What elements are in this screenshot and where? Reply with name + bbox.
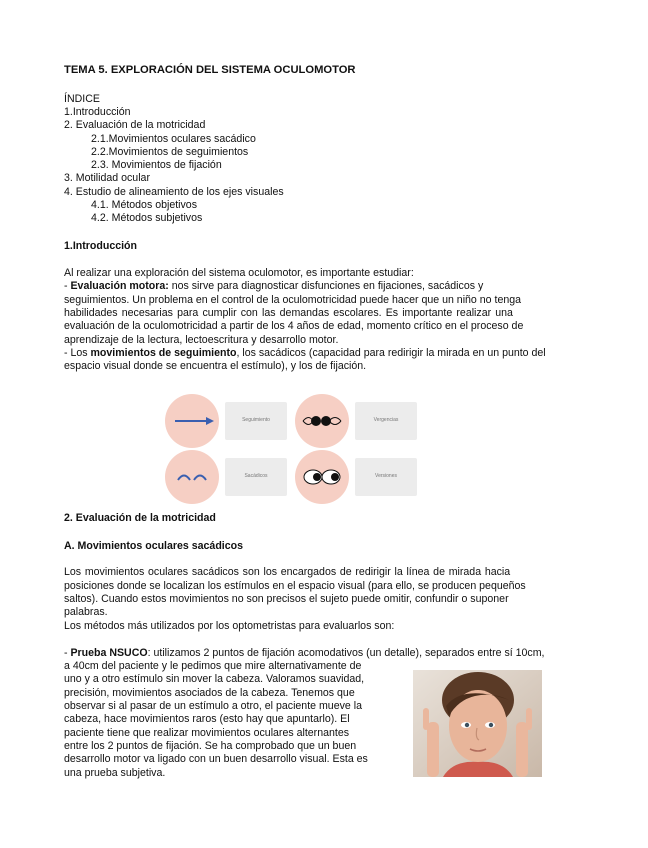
text-line: desarrollo motor va ligado con un buen desarrollo visual. Esta es	[64, 753, 368, 765]
text-line: palabras.	[64, 606, 108, 618]
bullet-bold: movimientos de seguimiento	[90, 347, 237, 359]
index-item: 4. Estudio de alineamiento de los ejes visuales	[64, 186, 284, 198]
circle	[165, 394, 219, 448]
bullet-text: nos sirve para diagnosticar disfunciones en fijaciones, sacádicos y	[168, 280, 484, 292]
circle	[295, 394, 349, 448]
bullet-bold: Prueba NSUCO	[70, 647, 148, 659]
text-line: paciente tiene que realizar movimientos oculares alternantes	[64, 727, 350, 739]
arrow-right-icon	[165, 394, 219, 448]
bullet-bold: Evaluación motora:	[70, 280, 169, 292]
label-box: Versiones	[355, 458, 417, 496]
text-line: saltos). Cuando estos movimientos no son precisos el sujeto puede omitir, confundir o suponer	[64, 593, 509, 605]
text-line: seguimientos. Un problema en el control de la oculomotricidad puede hacer que un niño no tenga	[64, 294, 522, 306]
text-line: espacio visual donde se encuentra el estímulo), y los de fijación.	[64, 360, 367, 372]
index-heading: ÍNDICE	[64, 93, 100, 105]
text-line: entre los 2 puntos de fijación. Se ha comprobado que un buen	[64, 740, 357, 752]
circle	[165, 450, 219, 504]
child-photo	[413, 670, 542, 777]
intro-bullet-seguimiento	[64, 347, 546, 360]
saccade-arcs-icon	[165, 450, 219, 504]
index-item: 2.2.Movimientos de seguimientos	[91, 146, 249, 158]
label-box: Sacádicos	[225, 458, 287, 496]
text-line: aprendizaje de la lectura, lectoescritura y desarrollo motor.	[64, 334, 339, 346]
index-item: 2.3. Movimientos de fijación	[91, 159, 222, 171]
text-line: a 40cm del paciente y le pedimos que mire alternativamente de	[64, 660, 362, 672]
circle	[295, 450, 349, 504]
nsuco-bullet	[64, 647, 545, 660]
eyes-converge-icon	[295, 394, 349, 448]
eye-movements-diagram	[165, 394, 420, 506]
text-line: una prueba subjetiva.	[64, 767, 166, 779]
bullet-prefix: - Los	[64, 347, 91, 359]
index-item: 4.1. Métodos objetivos	[91, 199, 197, 211]
text-line: habilidades necesarias para cumplir con las demandas escolares. Es importante realizar una	[64, 307, 513, 319]
index-item: 2.1.Movimientos oculares sacádico	[91, 133, 256, 145]
index-item: 3. Motilidad ocular	[64, 172, 150, 184]
child-portrait-image	[413, 670, 542, 777]
text-line: evaluación de la oculomotricidad a partir de los 4 años de edad, momento crítico en el proceso de	[64, 320, 524, 332]
section-heading-intro: 1.Introducción	[64, 240, 137, 252]
section-heading-motricidad: 2. Evaluación de la motricidad	[64, 512, 216, 524]
index-item: 1.Introducción	[64, 106, 131, 118]
text-line: posiciones donde se localizan los estímulos en el espacio visual (para ello, se producen pequeños	[64, 580, 526, 592]
text-line: Los métodos más utilizados por los optometristas para evaluarlos son:	[64, 620, 395, 632]
eyes-version-icon	[295, 450, 349, 504]
text-line: uno y a otro estímulo sin mover la cabeza. Valoramos suavidad,	[64, 673, 365, 685]
bullet-prefix: -	[64, 647, 71, 659]
index-item: 2. Evaluación de la motricidad	[64, 119, 206, 131]
index-item: 4.2. Métodos subjetivos	[91, 212, 203, 224]
text-line: observar si al pasar de un estímulo a otro, el paciente mueve la	[64, 700, 362, 712]
subsection-heading-sacadicos: A. Movimientos oculares sacádicos	[64, 540, 243, 552]
text-line: precisión, movimientos asociados de la cabeza. Tenemos que	[64, 687, 355, 699]
text-line: Los movimientos oculares sacádicos son los encargados de redirigir la línea de mirada hacia	[64, 566, 511, 578]
text-line: cabeza, hace movimientos raros (esto hay que apuntarlo). El	[64, 713, 350, 725]
label-box: Vergencias	[355, 402, 417, 440]
page-title: TEMA 5. EXPLORACIÓN DEL SISTEMA OCULOMOTOR	[64, 64, 356, 76]
bullet-text: , los sacádicos (capacidad para redirigir la mirada en un punto del	[236, 347, 546, 359]
bullet-prefix: -	[64, 280, 71, 292]
label-box: Seguimiento	[225, 402, 287, 440]
bullet-text: : utilizamos 2 puntos de fijación acomodativos (un detalle), separados entre sí 10cm,	[147, 647, 545, 659]
intro-bullet-motora	[64, 280, 483, 293]
intro-paragraph: Al realizar una exploración del sistema oculomotor, es importante estudiar:	[64, 267, 414, 279]
